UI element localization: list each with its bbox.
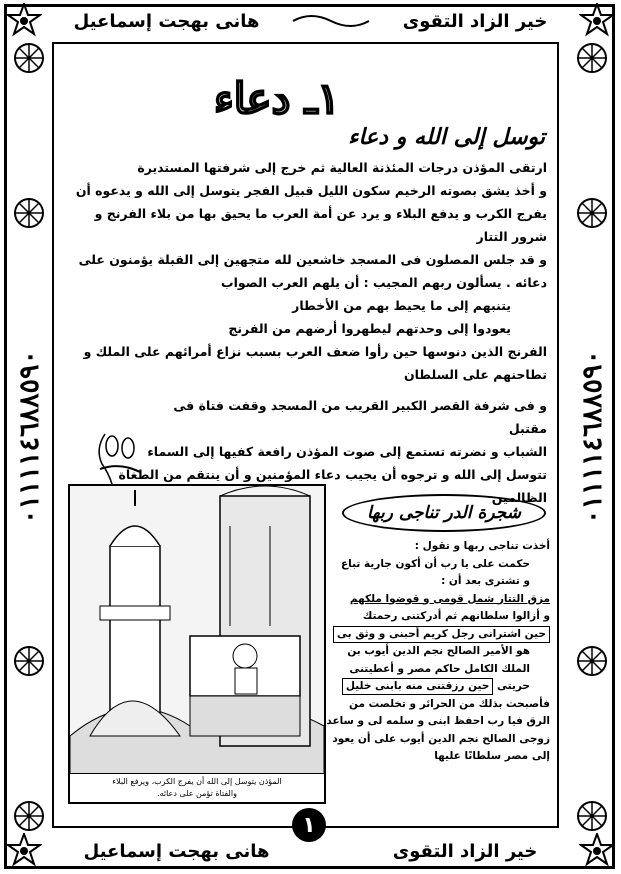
prayer-section [328, 484, 550, 800]
paragraph-line: و قد جلس المصلون فى المسجد خاشعين لله متجهين إلى القبلة يؤمنون على [78, 252, 547, 267]
header-left-name: هانى بهجت إسماعيل [73, 10, 260, 32]
paragraph-line: ارتقى المؤذن درجات المئذنة العالية ثم خرج إلى شرفتها المستديرة [137, 160, 547, 175]
paragraph-line: شرور التتار [476, 229, 547, 244]
prayer-line [328, 626, 550, 644]
flower-ornament-icon [11, 643, 47, 679]
star-ornament-icon [579, 833, 615, 869]
star-ornament-icon [579, 3, 615, 39]
flower-ornament-icon [11, 798, 47, 834]
flower-ornament-icon [11, 40, 47, 76]
right-side-border [569, 40, 615, 834]
prayer-line: حكمت على يا رب أن أكون جارية تباع [341, 557, 530, 570]
prayer-boxed: حين اشترانى رجل كريم أحبنى و وثق بى [333, 626, 550, 643]
paragraph-line: دعائه . يسألون ربهم المجيب : أن يلهم العرب الصواب [221, 275, 547, 290]
flower-ornament-icon [574, 643, 610, 679]
star-ornament-icon [6, 833, 42, 869]
prayer-line: إلى مصر سلطانًا عليها [434, 750, 550, 762]
prayer-line: فأصبحت بذلك من الحرائر و تخلصت من [349, 697, 550, 710]
prayer-underlined: مزق التتار شمل قومى و قوضوا ملكهم [349, 592, 550, 605]
paragraph-line: يتنبهم إلى ما يحيط بهم من الأخطار [292, 298, 511, 313]
lesson-title: ١ـ دعاء [214, 74, 340, 123]
prayer-line: و تشترى بعد أن : [441, 575, 530, 587]
prayer-word: حريتى [497, 680, 530, 692]
left-phone-number: ٠١١١١٤٦٨٨٥٩٠ [13, 349, 45, 524]
prayer-line: زوجى الصالح نجم الدين أيوب على أن يعود [332, 732, 550, 745]
caption-line: والفتاة تؤمن على دعائه. [157, 789, 237, 798]
illustration-caption [70, 773, 324, 802]
paragraph-line: و فى شرفة القصر الكبير القريب من المسجد وقفت فتاة فى مقتبل [173, 398, 547, 436]
header-right-motto: خير الزاد التقوى [402, 10, 548, 32]
prayer-line [328, 678, 550, 696]
divider-ornament-icon [291, 11, 371, 31]
paragraph-line: يفرج الكرب و يدفع البلاء و يرد عن أمة العرب ما يحيق بها من بلاء الفرنج و [94, 206, 547, 221]
left-side-border [6, 40, 52, 834]
footer-right-motto: خير الزاد التقوى [392, 840, 538, 862]
prayer-line: الملك الكامل حاكم مصر و أعطيتنى [349, 662, 530, 675]
footer-left-name: هانى بهجت إسماعيل [83, 840, 270, 862]
flower-ornament-icon [11, 195, 47, 231]
star-ornament-icon [6, 3, 42, 39]
paragraph-line: يعودوا إلى وحدتهم ليطهروا أرضهم من الفرنج [228, 321, 511, 336]
paragraph-line: تتوسل إلى الله و ترجوه أن يجيب دعاء المؤمنين و أن ينتقم من الطغاة الظالمين [118, 467, 547, 505]
content-panel [52, 42, 559, 828]
paragraph-line: تطاحنهم على السلطان [403, 367, 547, 382]
paragraph-line: الفرنج الذين دنوسها حين رأوا ضعف العرب بسبب نزاع أمرائهم على الملك و [83, 344, 547, 359]
prayer-title: شجرة الدر تناجى ربها [342, 494, 546, 532]
flower-ornament-icon [574, 195, 610, 231]
paragraph-line: الشباب و نضرته تستمع إلى صوت المؤذن رافعة كفيها إلى السماء [147, 444, 547, 459]
right-phone-number: ٠١١١١٤٦٨٨٥٩٠ [576, 349, 608, 524]
page-number: ١ [292, 808, 326, 842]
top-banner [6, 4, 615, 38]
prayer-text [328, 538, 550, 766]
paragraph-line: و أخذ يشق بصوته الرخيم سكون الليل قبيل الفجر يتوسل إلى الله و يدعوه أن [75, 183, 547, 198]
flower-ornament-icon [574, 798, 610, 834]
prayer-line: الرق فيا رب احفظ ابنى و سلمه لى و ساعد [326, 715, 550, 727]
flower-ornament-icon [574, 40, 610, 76]
mosque-drawing [70, 486, 324, 776]
prayer-line: أخذت تناجى ربها و تقول : [414, 540, 550, 552]
caption-line: المؤذن يتوسل إلى الله أن يفرج الكرب، ويرفع البلاء [112, 777, 282, 786]
lesson-subtitle: توسل إلى الله و دعاء [348, 124, 545, 150]
prayer-line: هو الأمير الصالح نجم الدين أيوب بن [347, 645, 530, 657]
prayer-line: و أزالوا سلطانهم ثم أدركتنى رحمتك [362, 610, 550, 622]
prayer-boxed: حين رزقتنى منه بابنى خليل [342, 678, 494, 695]
mosque-illustration [68, 484, 326, 804]
prayer-line [328, 591, 550, 609]
